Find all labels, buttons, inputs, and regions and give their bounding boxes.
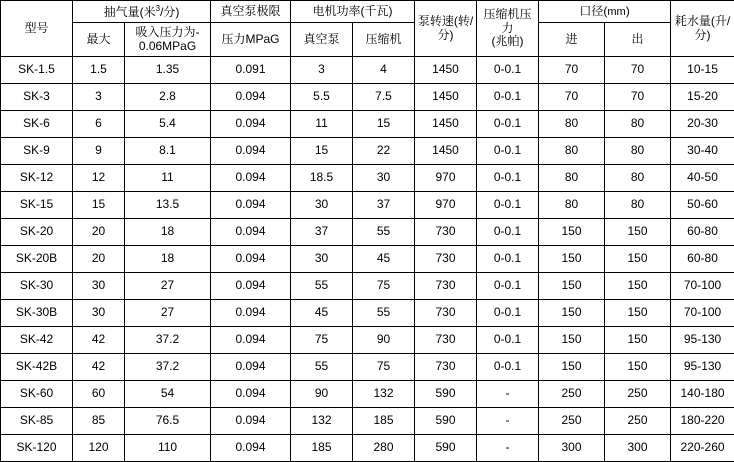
cell-water-consumption: 220-260 bbox=[671, 435, 734, 462]
cell-vacuum-limit: 0.094 bbox=[211, 84, 291, 111]
cell-motor-compressor: 75 bbox=[353, 273, 415, 300]
cell-water-consumption: 70-100 bbox=[671, 300, 734, 327]
cell-bore-in: 80 bbox=[539, 111, 605, 138]
cell-motor-compressor: 4 bbox=[353, 57, 415, 84]
cell-vacuum-limit: 0.091 bbox=[211, 57, 291, 84]
cell-compressor-pressure: 0-0.1 bbox=[477, 165, 539, 192]
cell-bore-in: 150 bbox=[539, 273, 605, 300]
cell-vacuum-limit: 0.094 bbox=[211, 408, 291, 435]
cell-compressor-pressure: 0-0.1 bbox=[477, 84, 539, 111]
cell-motor-vacuum: 132 bbox=[291, 408, 353, 435]
cell-bore-in: 80 bbox=[539, 165, 605, 192]
cell-capacity-max: 3 bbox=[73, 84, 125, 111]
table-row bbox=[1, 354, 734, 381]
cell-capacity-suction: 18 bbox=[125, 219, 211, 246]
table-row bbox=[1, 300, 734, 327]
cell-pump-speed: 970 bbox=[415, 165, 477, 192]
cell-pump-speed: 730 bbox=[415, 273, 477, 300]
header-vacuum-limit-sub: 压力MPaG bbox=[211, 23, 291, 57]
cell-water-consumption: 140-180 bbox=[671, 381, 734, 408]
cell-model: SK-60 bbox=[1, 381, 73, 408]
cell-compressor-pressure: 0-0.1 bbox=[477, 246, 539, 273]
header-bore-group: 口径(mm) bbox=[539, 1, 671, 23]
cell-capacity-max: 1.5 bbox=[73, 57, 125, 84]
cell-vacuum-limit: 0.094 bbox=[211, 273, 291, 300]
cell-capacity-suction: 54 bbox=[125, 381, 211, 408]
cell-capacity-max: 120 bbox=[73, 435, 125, 462]
cell-pump-speed: 590 bbox=[415, 408, 477, 435]
cell-motor-vacuum: 90 bbox=[291, 381, 353, 408]
header-row-main bbox=[1, 1, 734, 23]
cell-pump-speed: 970 bbox=[415, 192, 477, 219]
cell-motor-vacuum: 15 bbox=[291, 138, 353, 165]
cell-motor-vacuum: 185 bbox=[291, 435, 353, 462]
cell-compressor-pressure: 0-0.1 bbox=[477, 192, 539, 219]
cell-pump-speed: 730 bbox=[415, 300, 477, 327]
cell-motor-vacuum: 45 bbox=[291, 300, 353, 327]
cell-model: SK-15 bbox=[1, 192, 73, 219]
cell-pump-speed: 1450 bbox=[415, 111, 477, 138]
cell-bore-out: 80 bbox=[605, 111, 671, 138]
table-row bbox=[1, 219, 734, 246]
cell-pump-speed: 1450 bbox=[415, 138, 477, 165]
cell-motor-compressor: 55 bbox=[353, 219, 415, 246]
cell-bore-in: 80 bbox=[539, 138, 605, 165]
cell-capacity-suction: 5.4 bbox=[125, 111, 211, 138]
cell-bore-in: 150 bbox=[539, 219, 605, 246]
cell-motor-compressor: 75 bbox=[353, 354, 415, 381]
cell-motor-compressor: 132 bbox=[353, 381, 415, 408]
table-header bbox=[1, 1, 734, 57]
table-row bbox=[1, 138, 734, 165]
cell-bore-out: 150 bbox=[605, 327, 671, 354]
cell-compressor-pressure: 0-0.1 bbox=[477, 354, 539, 381]
cell-capacity-max: 12 bbox=[73, 165, 125, 192]
cell-vacuum-limit: 0.094 bbox=[211, 246, 291, 273]
table-body bbox=[1, 57, 734, 462]
cell-capacity-suction: 37.2 bbox=[125, 354, 211, 381]
header-capacity-max: 最大 bbox=[73, 23, 125, 57]
cell-capacity-max: 20 bbox=[73, 246, 125, 273]
cell-motor-compressor: 22 bbox=[353, 138, 415, 165]
cell-capacity-max: 42 bbox=[73, 327, 125, 354]
header-water-consumption: 耗水量(升/ 分) bbox=[671, 1, 734, 57]
cell-pump-speed: 1450 bbox=[415, 57, 477, 84]
cell-pump-speed: 730 bbox=[415, 246, 477, 273]
cell-model: SK-9 bbox=[1, 138, 73, 165]
cell-pump-speed: 590 bbox=[415, 381, 477, 408]
cell-bore-out: 70 bbox=[605, 57, 671, 84]
cell-motor-compressor: 7.5 bbox=[353, 84, 415, 111]
header-pump-speed: 泵转速(转/ 分) bbox=[415, 1, 477, 57]
cell-motor-compressor: 90 bbox=[353, 327, 415, 354]
cell-bore-in: 250 bbox=[539, 408, 605, 435]
cell-vacuum-limit: 0.094 bbox=[211, 381, 291, 408]
cell-bore-in: 150 bbox=[539, 300, 605, 327]
table-row bbox=[1, 381, 734, 408]
cell-bore-in: 150 bbox=[539, 327, 605, 354]
cell-capacity-suction: 11 bbox=[125, 165, 211, 192]
cell-bore-out: 150 bbox=[605, 219, 671, 246]
cell-motor-vacuum: 37 bbox=[291, 219, 353, 246]
cell-water-consumption: 60-80 bbox=[671, 246, 734, 273]
header-vacuum-limit-group: 真空泵极限 bbox=[211, 1, 291, 23]
cell-compressor-pressure: 0-0.1 bbox=[477, 273, 539, 300]
cell-motor-vacuum: 30 bbox=[291, 192, 353, 219]
header-row-sub bbox=[1, 23, 734, 57]
cell-pump-speed: 730 bbox=[415, 327, 477, 354]
cell-capacity-suction: 13.5 bbox=[125, 192, 211, 219]
cell-capacity-max: 30 bbox=[73, 300, 125, 327]
table-row bbox=[1, 246, 734, 273]
cell-water-consumption: 180-220 bbox=[671, 408, 734, 435]
cell-motor-compressor: 45 bbox=[353, 246, 415, 273]
cell-capacity-max: 42 bbox=[73, 354, 125, 381]
cell-water-consumption: 60-80 bbox=[671, 219, 734, 246]
cell-capacity-suction: 2.8 bbox=[125, 84, 211, 111]
cell-motor-compressor: 55 bbox=[353, 300, 415, 327]
cell-capacity-suction: 8.1 bbox=[125, 138, 211, 165]
cell-bore-out: 80 bbox=[605, 138, 671, 165]
cell-vacuum-limit: 0.094 bbox=[211, 138, 291, 165]
cell-bore-in: 300 bbox=[539, 435, 605, 462]
cell-model: SK-120 bbox=[1, 435, 73, 462]
cell-capacity-max: 20 bbox=[73, 219, 125, 246]
cell-motor-compressor: 185 bbox=[353, 408, 415, 435]
cell-motor-vacuum: 75 bbox=[291, 327, 353, 354]
cell-vacuum-limit: 0.094 bbox=[211, 327, 291, 354]
cell-model: SK-30B bbox=[1, 300, 73, 327]
cell-water-consumption: 10-15 bbox=[671, 57, 734, 84]
table-row bbox=[1, 111, 734, 138]
cell-model: SK-1.5 bbox=[1, 57, 73, 84]
cell-model: SK-42 bbox=[1, 327, 73, 354]
cell-motor-vacuum: 55 bbox=[291, 273, 353, 300]
cell-capacity-suction: 27 bbox=[125, 300, 211, 327]
cell-compressor-pressure: - bbox=[477, 408, 539, 435]
cell-capacity-max: 60 bbox=[73, 381, 125, 408]
cell-capacity-suction: 1.35 bbox=[125, 57, 211, 84]
cell-vacuum-limit: 0.094 bbox=[211, 354, 291, 381]
cell-bore-out: 80 bbox=[605, 165, 671, 192]
cell-bore-out: 70 bbox=[605, 84, 671, 111]
cell-model: SK-42B bbox=[1, 354, 73, 381]
cell-water-consumption: 95-130 bbox=[671, 327, 734, 354]
cell-compressor-pressure: 0-0.1 bbox=[477, 111, 539, 138]
cell-compressor-pressure: 0-0.1 bbox=[477, 327, 539, 354]
header-compressor-pressure: 压缩机压力 (兆帕) bbox=[477, 1, 539, 57]
cell-motor-compressor: 280 bbox=[353, 435, 415, 462]
cell-bore-in: 150 bbox=[539, 246, 605, 273]
cell-pump-speed: 1450 bbox=[415, 84, 477, 111]
cell-model: SK-30 bbox=[1, 273, 73, 300]
table-row bbox=[1, 84, 734, 111]
cell-capacity-max: 6 bbox=[73, 111, 125, 138]
cell-water-consumption: 70-100 bbox=[671, 273, 734, 300]
cell-vacuum-limit: 0.094 bbox=[211, 192, 291, 219]
cell-bore-out: 250 bbox=[605, 408, 671, 435]
cell-capacity-max: 15 bbox=[73, 192, 125, 219]
cell-bore-in: 80 bbox=[539, 192, 605, 219]
table-row bbox=[1, 192, 734, 219]
cell-motor-compressor: 30 bbox=[353, 165, 415, 192]
cell-bore-in: 150 bbox=[539, 354, 605, 381]
cell-capacity-suction: 110 bbox=[125, 435, 211, 462]
cell-capacity-max: 9 bbox=[73, 138, 125, 165]
table-row bbox=[1, 165, 734, 192]
table-row bbox=[1, 435, 734, 462]
cell-model: SK-6 bbox=[1, 111, 73, 138]
cell-bore-in: 70 bbox=[539, 84, 605, 111]
cell-vacuum-limit: 0.094 bbox=[211, 300, 291, 327]
cell-vacuum-limit: 0.094 bbox=[211, 219, 291, 246]
cell-motor-compressor: 15 bbox=[353, 111, 415, 138]
header-motor-vacuum: 真空泵 bbox=[291, 23, 353, 57]
cell-motor-vacuum: 3 bbox=[291, 57, 353, 84]
cell-compressor-pressure: - bbox=[477, 381, 539, 408]
cell-capacity-suction: 76.5 bbox=[125, 408, 211, 435]
table-row bbox=[1, 327, 734, 354]
cell-vacuum-limit: 0.094 bbox=[211, 435, 291, 462]
cell-model: SK-20 bbox=[1, 219, 73, 246]
header-capacity-suction: 吸入压力为- 0.06MPaG bbox=[125, 23, 211, 57]
cell-bore-out: 150 bbox=[605, 246, 671, 273]
cell-bore-out: 150 bbox=[605, 273, 671, 300]
cell-water-consumption: 50-60 bbox=[671, 192, 734, 219]
header-capacity-group: 抽气量(米$^3$/分) bbox=[73, 1, 211, 23]
cell-bore-out: 150 bbox=[605, 354, 671, 381]
header-model: 型号 bbox=[1, 1, 73, 57]
cell-model: SK-85 bbox=[1, 408, 73, 435]
cell-model: SK-3 bbox=[1, 84, 73, 111]
header-motor-power-group: 电机功率(千瓦) bbox=[291, 1, 415, 23]
cell-pump-speed: 730 bbox=[415, 354, 477, 381]
cell-compressor-pressure: - bbox=[477, 435, 539, 462]
cell-compressor-pressure: 0-0.1 bbox=[477, 138, 539, 165]
cell-pump-speed: 590 bbox=[415, 435, 477, 462]
cell-motor-vacuum: 5.5 bbox=[291, 84, 353, 111]
cell-capacity-max: 85 bbox=[73, 408, 125, 435]
cell-water-consumption: 95-130 bbox=[671, 354, 734, 381]
header-bore-out: 出 bbox=[605, 23, 671, 57]
cell-compressor-pressure: 0-0.1 bbox=[477, 300, 539, 327]
cell-bore-out: 250 bbox=[605, 381, 671, 408]
cell-capacity-suction: 37.2 bbox=[125, 327, 211, 354]
cell-capacity-suction: 27 bbox=[125, 273, 211, 300]
cell-capacity-suction: 18 bbox=[125, 246, 211, 273]
cell-vacuum-limit: 0.094 bbox=[211, 165, 291, 192]
table-row bbox=[1, 273, 734, 300]
cell-bore-in: 70 bbox=[539, 57, 605, 84]
cell-model: SK-12 bbox=[1, 165, 73, 192]
cell-motor-vacuum: 11 bbox=[291, 111, 353, 138]
cell-compressor-pressure: 0-0.1 bbox=[477, 219, 539, 246]
cell-bore-out: 150 bbox=[605, 300, 671, 327]
cell-vacuum-limit: 0.094 bbox=[211, 111, 291, 138]
cell-motor-compressor: 37 bbox=[353, 192, 415, 219]
cell-model: SK-20B bbox=[1, 246, 73, 273]
cell-motor-vacuum: 30 bbox=[291, 246, 353, 273]
cell-compressor-pressure: 0-0.1 bbox=[477, 57, 539, 84]
cell-motor-vacuum: 18.5 bbox=[291, 165, 353, 192]
cell-capacity-max: 30 bbox=[73, 273, 125, 300]
header-motor-compressor: 压缩机 bbox=[353, 23, 415, 57]
cell-water-consumption: 15-20 bbox=[671, 84, 734, 111]
cell-pump-speed: 730 bbox=[415, 219, 477, 246]
cell-bore-out: 300 bbox=[605, 435, 671, 462]
cell-water-consumption: 30-40 bbox=[671, 138, 734, 165]
table-row bbox=[1, 57, 734, 84]
cell-water-consumption: 20-30 bbox=[671, 111, 734, 138]
cell-bore-in: 250 bbox=[539, 381, 605, 408]
cell-water-consumption: 40-50 bbox=[671, 165, 734, 192]
cell-bore-out: 80 bbox=[605, 192, 671, 219]
header-bore-in: 进 bbox=[539, 23, 605, 57]
cell-motor-vacuum: 55 bbox=[291, 354, 353, 381]
